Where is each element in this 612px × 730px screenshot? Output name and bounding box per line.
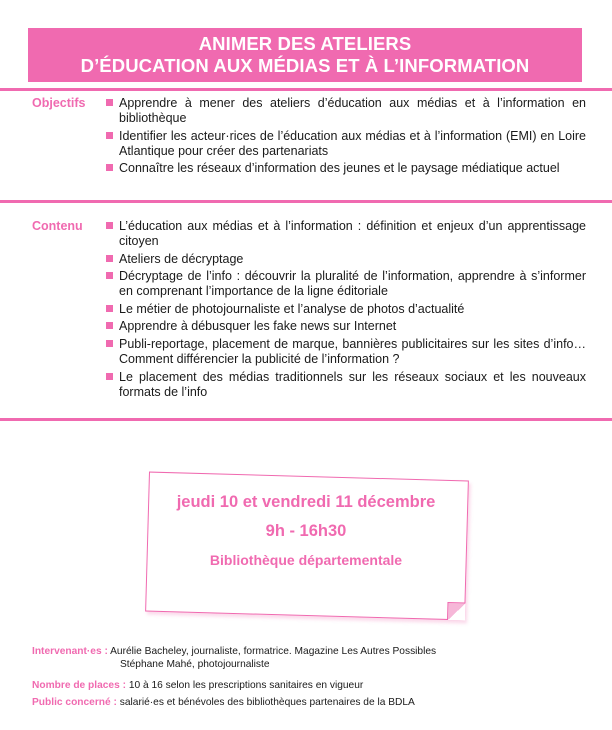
public-block	[32, 696, 415, 709]
divider-top	[0, 88, 612, 91]
square-bullet-icon	[106, 99, 113, 106]
list-item: Ateliers de décryptage	[106, 252, 586, 267]
square-bullet-icon	[106, 272, 113, 279]
list-item: Connaître les réseaux d’information des jeunes et le paysage médiatique actuel	[106, 161, 586, 176]
places-block	[32, 679, 363, 692]
list-item: L’éducation aux médias et à l’information : définition et enjeux d’un apprentissage citoyen	[106, 219, 586, 249]
intervenants-block	[32, 645, 436, 671]
public-value: salarié·es et bénévoles des bibliothèques partenaires de la BDLA	[119, 697, 415, 708]
places-label: Nombre de places :	[32, 680, 126, 691]
intervenants-label: Intervenant·es :	[32, 646, 108, 657]
square-bullet-icon	[106, 132, 113, 139]
list-item: Identifier les acteur·rices de l’éducation aux médias et à l’information (EMI) en Loire Atlantique pour créer des partenariats	[106, 129, 586, 159]
square-bullet-icon	[106, 164, 113, 171]
square-bullet-icon	[106, 222, 113, 229]
list-item: Publi-reportage, placement de marque, bannières publicitaires sur les sites d’info… Comment différencier la publicité de l’information ?	[106, 337, 586, 367]
event-date: jeudi 10 et vendredi 11 décembre	[176, 493, 436, 511]
square-bullet-icon	[106, 255, 113, 262]
divider-bottom	[0, 418, 612, 421]
folded-corner-icon	[447, 602, 465, 620]
list-item: Décryptage de l’info : découvrir la pluralité de l’information, apprendre à s’informer en comprenant l’importance de la ligne éditoriale	[106, 269, 586, 299]
list-item: Le métier de photojournaliste et l’analyse de photos d’actualité	[106, 302, 586, 317]
objectifs-list	[106, 96, 586, 179]
list-item: Apprendre à mener des ateliers d’éducation aux médias et à l’information en bibliothèque	[106, 96, 586, 126]
title-line-1: ANIMER DES ATELIERS	[198, 33, 412, 54]
event-time: 9h - 16h30	[265, 522, 347, 540]
square-bullet-icon	[106, 322, 113, 329]
divider-middle	[0, 200, 612, 203]
places-value: 10 à 16 selon les prescriptions sanitaires en vigueur	[128, 680, 364, 691]
intervenant-1: Aurélie Bacheley, journaliste, formatrice. Magazine Les Autres Possibles	[110, 646, 437, 657]
square-bullet-icon	[106, 340, 113, 347]
public-label: Public concerné :	[32, 697, 117, 708]
list-item: Apprendre à débusquer les fake news sur Internet	[106, 319, 586, 334]
objectifs-label: Objectifs	[32, 96, 86, 110]
title-banner	[28, 28, 582, 82]
square-bullet-icon	[106, 373, 113, 380]
title-line-2: D’ÉDUCATION AUX MÉDIAS ET À L’INFORMATION	[80, 55, 530, 76]
contenu-label: Contenu	[32, 219, 83, 233]
intervenant-2: Stéphane Mahé, photojournaliste	[120, 659, 270, 670]
list-item: Le placement des médias traditionnels sur les réseaux sociaux et les nouveaux formats de l’info	[106, 370, 586, 400]
square-bullet-icon	[106, 305, 113, 312]
event-place: Bibliothèque départementale	[209, 552, 403, 568]
contenu-list	[106, 219, 586, 402]
